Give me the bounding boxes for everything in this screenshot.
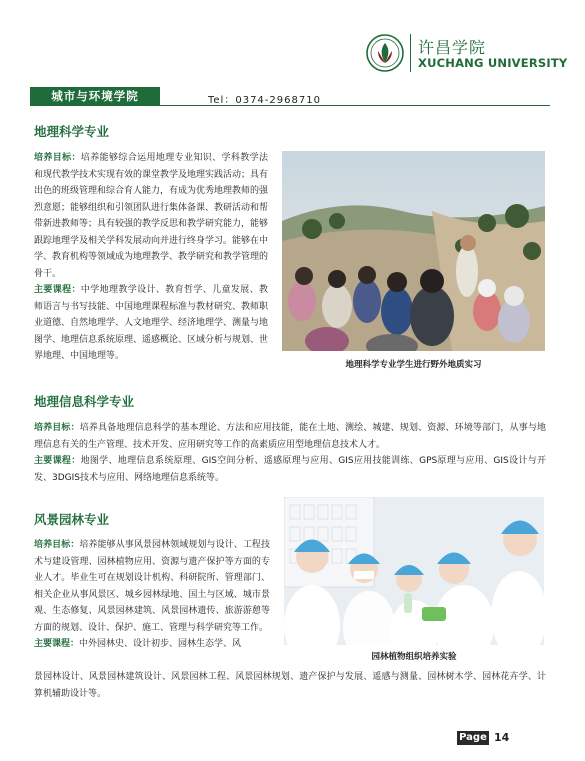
goal-label: 培养目标： (34, 423, 80, 433)
goal-text: 培养能够从事风景园林领域规划与设计、工程技术与建设管理、园林植物应用、资源与遗产保护等方面的专业人才。毕业生可在规划设计机构、科研院所、管理部门、相关企业从事风景区、城乡园林绿地、国土与区域、城市景观、生态修复、风景园林建筑、风景园林遗传、旅游游憩等方面的规划、设计、保护、施工、管理与科学研究等工作。 (34, 540, 270, 633)
courses-text: 中学地理教学设计、教育哲学、儿童发展、教师语言与书写技能、中国地理课程标准与教材研究、教师职业道德、自然地理学、人文地理学、经济地理学、测量与地图学、地理信息系统原理、遥感概论、区域分析与规划、世界地理、中国地理等。 (34, 285, 269, 361)
goal-label: 培养目标： (34, 540, 80, 550)
field-trip-caption: 地理科学专业学生进行野外地质实习 (345, 360, 482, 370)
field-trip-photo (282, 151, 545, 351)
department-title: 城市与环境学院 (30, 87, 160, 105)
major-landscape-courses-cont: 景园林设计、风景园林建筑设计、风景园林工程、风景园林规划、遗产保护与发展、遥感与测量、园林树木学、园林花卉学、计算机辅助设计等。 (34, 672, 546, 699)
lab-culture-photo (284, 497, 544, 645)
department-tel: Tel：0374-2968710 (208, 95, 321, 106)
major-title-geography: 地理科学专业 (34, 124, 110, 139)
university-name-en: XUCHANG UNIVERSITY (418, 56, 568, 70)
lab-culture-caption: 园林植物组织培养实验 (371, 652, 457, 662)
courses-text: 地图学、地理信息系统原理、GIS空间分析、遥感原理与应用、GIS应用技能训练、GPS原理与应用、GIS设计与开发、3DGIS技术与应用、网络地理信息系统等。 (34, 456, 546, 483)
courses-text-line1: 中外园林史、设计初步、园林生态学、风 (79, 639, 242, 649)
major-title-gis: 地理信息科学专业 (34, 394, 135, 409)
goal-label: 培养目标： (34, 153, 81, 163)
page-label: Page (457, 731, 489, 745)
university-seal-icon (366, 34, 404, 72)
major-landscape-text (34, 537, 270, 653)
goal-text: 培养具备地理信息科学的基本理论、方法和应用技能，能在土地、测绘、城建、规划、资源、环境等部门，从事与地理信息有关的生产管理、技术开发、应用研究等工作的高素质应用型地理信息技术人才。 (34, 423, 546, 450)
logo-divider (410, 34, 411, 72)
major-geography-text (34, 150, 268, 365)
university-name-cn: 许昌学院 (418, 38, 487, 57)
courses-label: 主要课程： (34, 285, 81, 295)
courses-label: 主要课程： (34, 639, 80, 649)
major-title-landscape: 风景园林专业 (34, 512, 110, 527)
courses-label: 主要课程： (34, 456, 81, 466)
major-gis-text (34, 420, 546, 486)
page-number: 14 (494, 731, 510, 744)
goal-text: 培养能够综合运用地理专业知识、学科教学法和现代教学技术实现有效的课堂教学及地理实践活动；具有出色的班级管理和综合育人能力，有成为优秀地理教师的强烈意愿；能够组织和引领团队进行集体备课、教研活动和帮带新进教师等；具有较强的教学反思和教学研究能力，能够跟踪地理学及相关学科发展动向并进行终身学习。能够在中学、教育机构等领域成为地理教学、教学研究和教学管理的骨干。 (34, 153, 269, 279)
